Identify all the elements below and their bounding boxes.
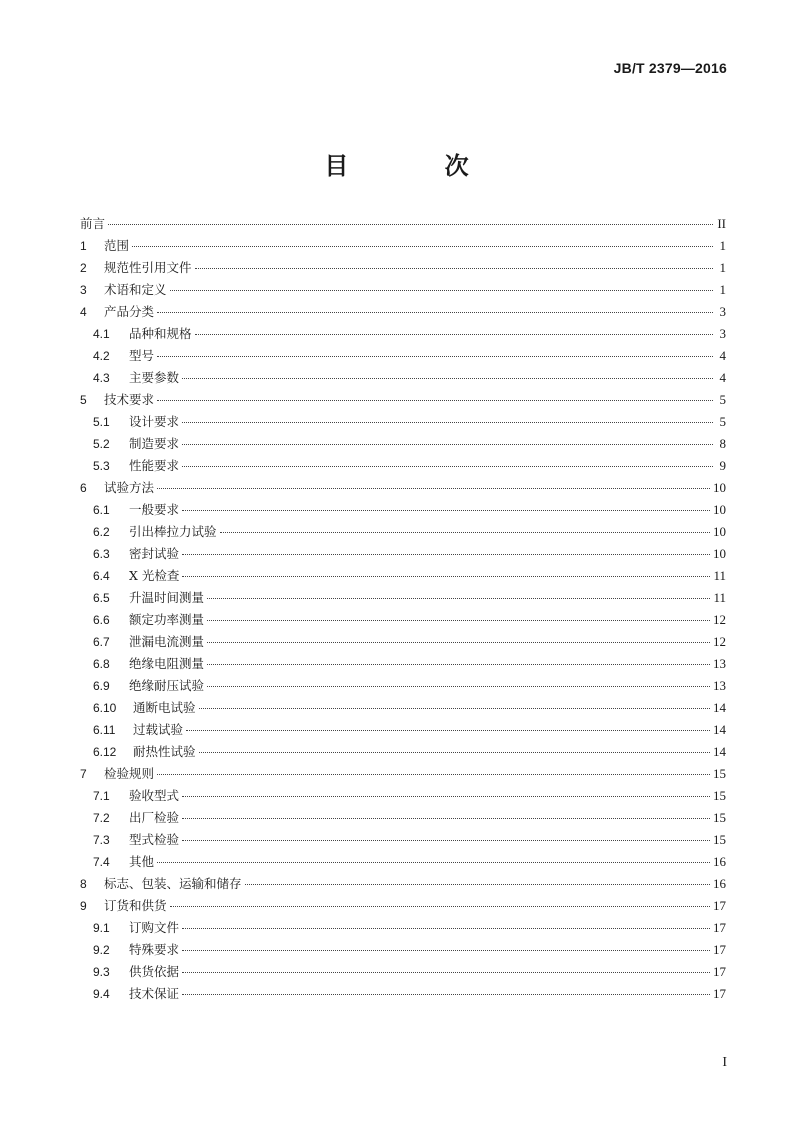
toc-entry[interactable] (80, 851, 726, 873)
toc-entry-label: 泄漏电流测量 (129, 634, 205, 649)
toc-entry-label: 产品分类 (104, 304, 155, 319)
table-of-contents (80, 213, 726, 1005)
toc-entry-number: 6.7 (93, 635, 110, 649)
toc-entry-label: 术语和定义 (104, 282, 167, 297)
dot-leader (245, 884, 710, 885)
toc-entry[interactable] (80, 279, 726, 301)
toc-entry-page: 16 (713, 876, 726, 891)
toc-entry-label: 过载试验 (133, 722, 184, 737)
toc-entry-label: 规范性引用文件 (104, 260, 192, 275)
toc-entry-number: 6.8 (93, 657, 110, 671)
toc-entry-label: 技术保证 (129, 986, 180, 1001)
toc-entry[interactable] (80, 939, 726, 961)
dot-leader (182, 950, 710, 951)
toc-entry-label: 型式检验 (129, 832, 180, 847)
dot-leader (199, 708, 710, 709)
dot-leader (220, 532, 710, 533)
toc-entry-label: 技术要求 (104, 392, 155, 407)
dot-leader (182, 818, 710, 819)
toc-entry[interactable] (80, 367, 726, 389)
toc-entry-label: 范围 (104, 238, 130, 253)
toc-entry-label: 设计要求 (129, 414, 180, 429)
toc-entry-number: 7.3 (93, 833, 110, 847)
dot-leader (157, 862, 710, 863)
toc-entry[interactable] (80, 807, 726, 829)
toc-entry[interactable] (80, 961, 726, 983)
toc-entry-number: 6.5 (93, 591, 110, 605)
toc-entry-label: 出厂检验 (129, 810, 180, 825)
dot-leader (207, 686, 710, 687)
toc-entry-label: 供货依据 (129, 964, 180, 979)
toc-entry[interactable] (80, 697, 726, 719)
toc-entry-number: 4.1 (93, 327, 110, 341)
toc-entry[interactable] (80, 345, 726, 367)
toc-entry-label: 主要参数 (129, 370, 180, 385)
toc-entry-page: 10 (713, 502, 726, 517)
toc-entry[interactable] (80, 323, 726, 345)
dot-leader (182, 466, 713, 467)
dot-leader (132, 246, 713, 247)
toc-entry-label: 引出棒拉力试验 (129, 524, 217, 539)
toc-entry-page: 15 (713, 810, 726, 825)
toc-entry[interactable] (80, 895, 726, 917)
standard-code: JB/T 2379—2016 (613, 60, 727, 76)
toc-entry-number: 5.2 (93, 437, 110, 451)
toc-entry-page: 12 (713, 612, 726, 627)
toc-entry-page: 17 (713, 920, 726, 935)
toc-entry-page: 10 (713, 524, 726, 539)
toc-entry-number: 4 (80, 305, 87, 319)
toc-entry-page: 11 (713, 590, 726, 605)
toc-entry-label: 验收型式 (129, 788, 180, 803)
toc-entry[interactable] (80, 631, 726, 653)
toc-entry-label: 一般要求 (129, 502, 180, 517)
dot-leader (207, 620, 710, 621)
toc-entry-label: 试验方法 (104, 480, 155, 495)
toc-entry-page: 17 (713, 942, 726, 957)
toc-entry-label: 型号 (129, 348, 155, 363)
dot-leader (186, 730, 710, 731)
toc-entry-number: 9.4 (93, 987, 110, 1001)
toc-entry-page: 4 (719, 348, 726, 363)
toc-entry[interactable] (80, 917, 726, 939)
dot-leader (199, 752, 710, 753)
toc-entry-label: 其他 (129, 854, 155, 869)
dot-leader (182, 378, 713, 379)
dot-leader (170, 290, 713, 291)
toc-entry[interactable] (80, 785, 726, 807)
toc-entry-label: 绝缘耐压试验 (129, 678, 205, 693)
toc-entry-page: 17 (713, 986, 726, 1001)
toc-entry[interactable] (80, 587, 726, 609)
toc-entry-page: 17 (713, 964, 726, 979)
dot-leader (157, 312, 713, 313)
toc-entry-page: 5 (719, 414, 726, 429)
toc-entry[interactable] (80, 763, 726, 785)
toc-entry-page: 4 (719, 370, 726, 385)
toc-entry-number: 6.1 (93, 503, 110, 517)
toc-entry-label: 绝缘电阻测量 (129, 656, 205, 671)
toc-entry-page: 15 (713, 832, 726, 847)
toc-entry[interactable] (80, 719, 726, 741)
toc-entry-page: 11 (713, 568, 726, 583)
toc-entry-number: 4.3 (93, 371, 110, 385)
toc-entry-number: 5 (80, 393, 87, 407)
toc-entry-page: 17 (713, 898, 726, 913)
toc-entry[interactable] (80, 675, 726, 697)
dot-leader (157, 774, 710, 775)
dot-leader (170, 906, 710, 907)
toc-entry-page: 5 (719, 392, 726, 407)
toc-entry-label: 标志、包装、运输和储存 (104, 876, 242, 891)
toc-entry-page: 1 (719, 260, 726, 275)
toc-entry-page: 8 (719, 436, 726, 451)
dot-leader (157, 400, 713, 401)
page-title: 目 次 (324, 152, 513, 180)
toc-entry-number: 6.6 (93, 613, 110, 627)
toc-entry-page: 9 (719, 458, 726, 473)
toc-entry[interactable] (80, 741, 726, 763)
toc-entry-label: 额定功率测量 (129, 612, 205, 627)
toc-entry-label: 订货和供货 (104, 898, 167, 913)
dot-leader (195, 268, 713, 269)
toc-entry[interactable] (80, 653, 726, 675)
toc-entry-page: 14 (713, 744, 726, 759)
toc-entry[interactable] (80, 455, 726, 477)
toc-entry-page: II (717, 216, 726, 231)
toc-entry[interactable] (80, 213, 726, 235)
toc-entry[interactable] (80, 983, 726, 1005)
toc-entry-label: 耐热性试验 (133, 744, 196, 759)
dot-leader (182, 994, 710, 995)
toc-entry-number: 8 (80, 877, 87, 891)
toc-entry-number: 6.9 (93, 679, 110, 693)
toc-entry-number: 9.3 (93, 965, 110, 979)
toc-entry-label: 通断电试验 (133, 700, 196, 715)
toc-entry-number: 6 (80, 481, 87, 495)
toc-entry-number: 6.4 (93, 569, 110, 583)
toc-entry-number: 2 (80, 261, 87, 275)
toc-entry-number: 9.1 (93, 921, 110, 935)
toc-entry-page: 1 (719, 282, 726, 297)
toc-entry-number: 6.2 (93, 525, 110, 539)
toc-entry-number: 6.11 (93, 723, 116, 737)
toc-entry-page: 3 (719, 326, 726, 341)
dot-leader (108, 224, 713, 225)
toc-entry[interactable] (80, 873, 726, 895)
toc-entry-number: 6.10 (93, 701, 117, 715)
toc-entry-page: 13 (713, 678, 726, 693)
toc-entry-number: 5.3 (93, 459, 110, 473)
toc-entry-page: 13 (713, 656, 726, 671)
toc-entry-number: 7.1 (93, 789, 110, 803)
toc-entry-label: 性能要求 (129, 458, 180, 473)
toc-entry[interactable] (80, 433, 726, 455)
toc-entry-number: 7.4 (93, 855, 110, 869)
toc-entry-label: 检验规则 (104, 766, 155, 781)
dot-leader (182, 444, 713, 445)
toc-entry-number: 9 (80, 899, 87, 913)
toc-entry-label: 特殊要求 (129, 942, 180, 957)
toc-entry-page: 10 (713, 480, 726, 495)
toc-entry-page: 12 (713, 634, 726, 649)
toc-entry-page: 1 (719, 238, 726, 253)
toc-entry-number: 1 (80, 239, 87, 253)
toc-entry[interactable] (80, 609, 726, 631)
toc-entry[interactable] (80, 829, 726, 851)
toc-entry-number: 6.3 (93, 547, 110, 561)
dot-leader (182, 796, 710, 797)
dot-leader (207, 598, 710, 599)
toc-entry-page: 15 (713, 788, 726, 803)
page-number: I (722, 1055, 727, 1070)
toc-entry-page: 16 (713, 854, 726, 869)
dot-leader (182, 576, 710, 577)
toc-entry[interactable] (80, 411, 726, 433)
toc-entry-number: 3 (80, 283, 87, 297)
dot-leader (182, 972, 710, 973)
toc-entry-label: 前言 (80, 216, 106, 231)
toc-entry[interactable] (80, 477, 726, 499)
toc-entry[interactable] (80, 521, 726, 543)
toc-entry-number: 4.2 (93, 349, 110, 363)
toc-entry-number: 5.1 (93, 415, 110, 429)
toc-entry-number: 7 (80, 767, 87, 781)
toc-entry-page: 10 (713, 546, 726, 561)
toc-entry-number: 6.12 (93, 745, 117, 759)
toc-entry[interactable] (80, 389, 726, 411)
toc-entry[interactable] (80, 499, 726, 521)
toc-entry-number: 9.2 (93, 943, 110, 957)
toc-entry-label: 升温时间测量 (129, 590, 205, 605)
dot-leader (182, 840, 710, 841)
toc-entry[interactable] (80, 543, 726, 565)
toc-entry-page: 15 (713, 766, 726, 781)
toc-entry-label: 密封试验 (129, 546, 180, 561)
dot-leader (207, 642, 710, 643)
dot-leader (207, 664, 710, 665)
dot-leader (182, 510, 710, 511)
toc-entry-label: X 光检查 (129, 568, 180, 583)
dot-leader (182, 422, 713, 423)
toc-entry[interactable] (80, 235, 726, 257)
dot-leader (157, 488, 710, 489)
toc-entry[interactable] (80, 565, 726, 587)
toc-entry-page: 14 (713, 722, 726, 737)
dot-leader (157, 356, 713, 357)
toc-entry-number: 7.2 (93, 811, 110, 825)
toc-entry[interactable] (80, 257, 726, 279)
toc-entry-label: 制造要求 (129, 436, 180, 451)
dot-leader (195, 334, 713, 335)
toc-entry-page: 14 (713, 700, 726, 715)
toc-entry-label: 订购文件 (129, 920, 180, 935)
dot-leader (182, 554, 710, 555)
toc-entry-label: 品种和规格 (129, 326, 192, 341)
toc-entry-page: 3 (719, 304, 726, 319)
toc-entry[interactable] (80, 301, 726, 323)
dot-leader (182, 928, 710, 929)
